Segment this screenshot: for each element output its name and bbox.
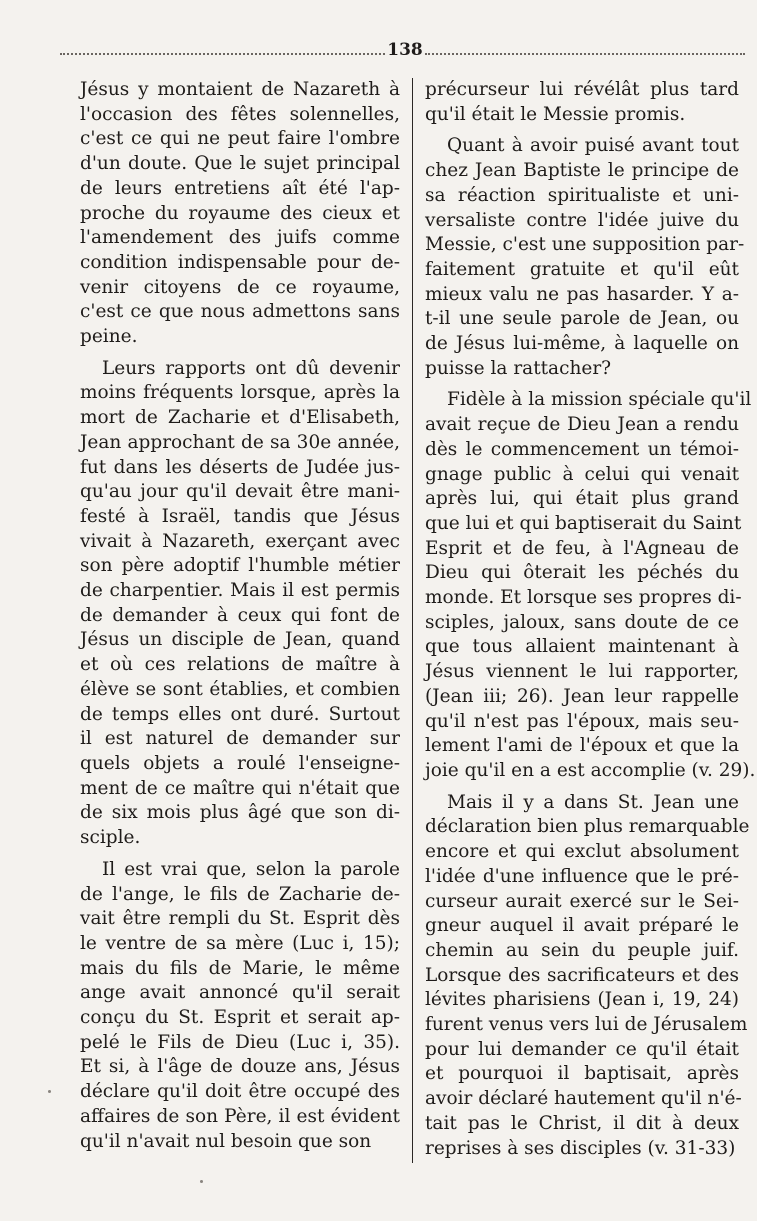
- paragraph: [80, 357, 400, 851]
- paragraph: [425, 134, 745, 381]
- text-line: avoir déclaré hautement qu'il n'é-: [425, 1088, 742, 1110]
- text-line: lévites pharisiens (Jean i, 19, 24): [425, 989, 739, 1011]
- text-line: sa réaction spiritualiste et uni-: [425, 184, 739, 206]
- text-line: vivait à Nazareth, exerçant avec: [80, 530, 400, 552]
- paragraph: [425, 78, 739, 127]
- text-line: sciple.: [80, 827, 141, 849]
- text-line: de l'ange, le fils de Zacharie de-: [80, 883, 400, 905]
- text-line: Jésus viennent le lui rapporter,: [425, 661, 739, 683]
- text-line: condition indispensable pour de-: [80, 251, 400, 273]
- text-line: déclare qu'il doit être occupé des: [80, 1081, 400, 1103]
- text-line: chemin au sein du peuple juif.: [425, 939, 739, 961]
- text-line: Mais il y a dans St. Jean une: [447, 791, 739, 813]
- right-column: [425, 78, 756, 1161]
- page-header: [60, 40, 745, 64]
- text-line: qu'il n'avait nul besoin que son: [80, 1130, 372, 1152]
- text-line: fut dans les déserts de Judée jus-: [80, 456, 400, 478]
- text-line: joie qu'il en a est accomplie (v. 29).: [425, 759, 756, 781]
- text-line: festé à Israël, tandis que Jésus: [80, 505, 400, 527]
- text-line: ment de ce maître qui n'était que: [80, 777, 400, 799]
- text-line: quels objets a roulé l'enseigne-: [80, 752, 400, 774]
- text-line: de leurs entretiens aît été l'ap-: [80, 177, 400, 199]
- paragraph: [425, 791, 750, 1162]
- text-line: gnage public à celui qui venait: [425, 463, 739, 485]
- text-line: Jean approchant de sa 30e année,: [80, 431, 400, 453]
- text-line: mieux valu ne pas hasarder. Y a-: [425, 283, 739, 305]
- text-line: de demander à ceux qui font de: [80, 604, 400, 626]
- text-line: puisse la rattacher?: [425, 357, 612, 379]
- text-line: qu'il n'est pas l'époux, mais seu-: [425, 710, 739, 732]
- text-line: mort de Zacharie et d'Elisabeth,: [80, 407, 400, 429]
- text-line: Jésus y montaient de Nazareth à: [80, 79, 400, 100]
- text-line: élève se sont établies, et combien: [80, 678, 400, 700]
- text-line: monde. Et lorsque ses propres di-: [425, 587, 742, 609]
- text-line: moins fréquents lorsque, après la: [80, 382, 400, 404]
- text-line: c'est ce que nous admettons sans: [80, 301, 400, 323]
- text-line: précurseur lui révélât plus tard: [425, 79, 739, 100]
- text-line: gneur auquel il avait préparé le: [425, 915, 739, 937]
- text-line: sciples, jaloux, sans doute de ce: [425, 611, 739, 633]
- text-line: dès le commencement un témoi-: [425, 438, 739, 460]
- text-line: l'occasion des fêtes solennelles,: [80, 103, 400, 125]
- scan-speck: [200, 1180, 203, 1183]
- text-line: qu'au jour qu'il devait être mani-: [80, 481, 400, 503]
- text-line: Fidèle à la mission spéciale qu'il: [447, 389, 752, 411]
- paragraph: [80, 858, 400, 1154]
- paragraph-gap: [425, 127, 739, 134]
- text-line: peine.: [80, 326, 138, 348]
- text-line: faitement gratuite et qu'il eût: [425, 258, 739, 280]
- text-line: (Jean iii; 26). Jean leur rappelle: [425, 685, 739, 707]
- text-line: conçu du St. Esprit et serait ap-: [80, 1007, 400, 1029]
- page-number: 138: [387, 40, 423, 60]
- text-line: chez Jean Baptiste le principe de: [425, 160, 739, 182]
- text-line: de charpentier. Mais il est permis: [80, 580, 400, 602]
- text-line: Leurs rapports ont dû devenir: [102, 357, 400, 379]
- header-rule-right: [425, 53, 745, 55]
- text-line: d'un doute. Que le sujet principal: [80, 153, 400, 175]
- text-line: qu'il était le Messie promis.: [425, 103, 686, 125]
- text-line: le ventre de sa mère (Luc i, 15);: [80, 932, 400, 954]
- text-line: de Jésus lui-même, à laquelle on: [425, 333, 739, 355]
- text-line: Jésus un disciple de Jean, quand: [80, 629, 400, 651]
- scan-speck: [48, 1090, 51, 1093]
- text-line: déclaration bien plus remarquable: [425, 816, 750, 838]
- text-line: Dieu qui ôterait les péchés du: [425, 562, 739, 584]
- text-line: affaires de son Père, il est évident: [80, 1105, 400, 1127]
- text-line: que lui et qui baptiserait du Saint: [425, 512, 742, 534]
- text-line: et où ces relations de maître à: [80, 654, 400, 676]
- paragraph-gap: [425, 381, 739, 388]
- text-line: il est naturel de demander sur: [80, 728, 400, 750]
- column-divider: [412, 78, 413, 1163]
- text-line: avait reçue de Dieu Jean a rendu: [425, 414, 739, 436]
- text-line: venir citoyens de ce royaume,: [80, 276, 400, 298]
- text-line: t-il une seule parole de Jean, ou: [425, 308, 739, 330]
- paragraph: [80, 78, 400, 350]
- paragraph-gap: [80, 350, 400, 357]
- text-line: tait pas le Christ, il dit à deux: [425, 1112, 739, 1134]
- text-line: vait être rempli du St. Esprit dès: [80, 908, 400, 930]
- left-column: [80, 78, 400, 1154]
- text-line: et pourquoi il baptisait, après: [425, 1063, 739, 1085]
- text-line: après lui, qui était plus grand: [425, 488, 739, 510]
- text-line: mais du fils de Marie, le même: [80, 957, 400, 979]
- text-line: c'est ce qui ne peut faire l'ombre: [80, 128, 400, 150]
- text-line: curseur aurait exercé sur le Sei-: [425, 890, 739, 912]
- text-line: encore et qui exclut absolument: [425, 841, 739, 863]
- header-rule-left: [60, 53, 385, 55]
- text-line: que tous allaient maintenant à: [425, 636, 739, 658]
- text-line: pour lui demander ce qu'il était: [425, 1038, 739, 1060]
- text-line: de temps elles ont duré. Surtout: [80, 703, 400, 725]
- text-line: de six mois plus âgé que son di-: [80, 802, 400, 824]
- text-line: Il est vrai que, selon la parole: [102, 858, 400, 880]
- text-line: furent venus vers lui de Jérusalem: [425, 1014, 748, 1036]
- paragraph: [425, 388, 756, 783]
- text-line: lement l'ami de l'époux et que la: [425, 735, 739, 757]
- text-line: Quant à avoir puisé avant tout: [447, 135, 739, 157]
- text-line: Messie, c'est une supposition par-: [425, 234, 745, 256]
- text-line: Et si, à l'âge de douze ans, Jésus: [80, 1056, 400, 1078]
- text-line: reprises à ses disciples (v. 31-33): [425, 1137, 736, 1159]
- text-line: pelé le Fils de Dieu (Luc i, 35).: [80, 1031, 400, 1053]
- text-line: versaliste contre l'idée juive du: [425, 209, 739, 231]
- text-line: l'idée d'une influence que le pré-: [425, 865, 739, 887]
- text-line: proche du royaume des cieux et: [80, 202, 400, 224]
- paragraph-gap: [80, 851, 400, 858]
- paragraph-gap: [425, 784, 739, 791]
- text-line: Lorsque des sacrificateurs et des: [425, 964, 739, 986]
- text-line: son père adoptif l'humble métier: [80, 555, 400, 577]
- text-line: ange avait annoncé qu'il serait: [80, 982, 400, 1004]
- text-line: Esprit et de feu, à l'Agneau de: [425, 537, 739, 559]
- text-line: l'amendement des juifs comme: [80, 227, 400, 249]
